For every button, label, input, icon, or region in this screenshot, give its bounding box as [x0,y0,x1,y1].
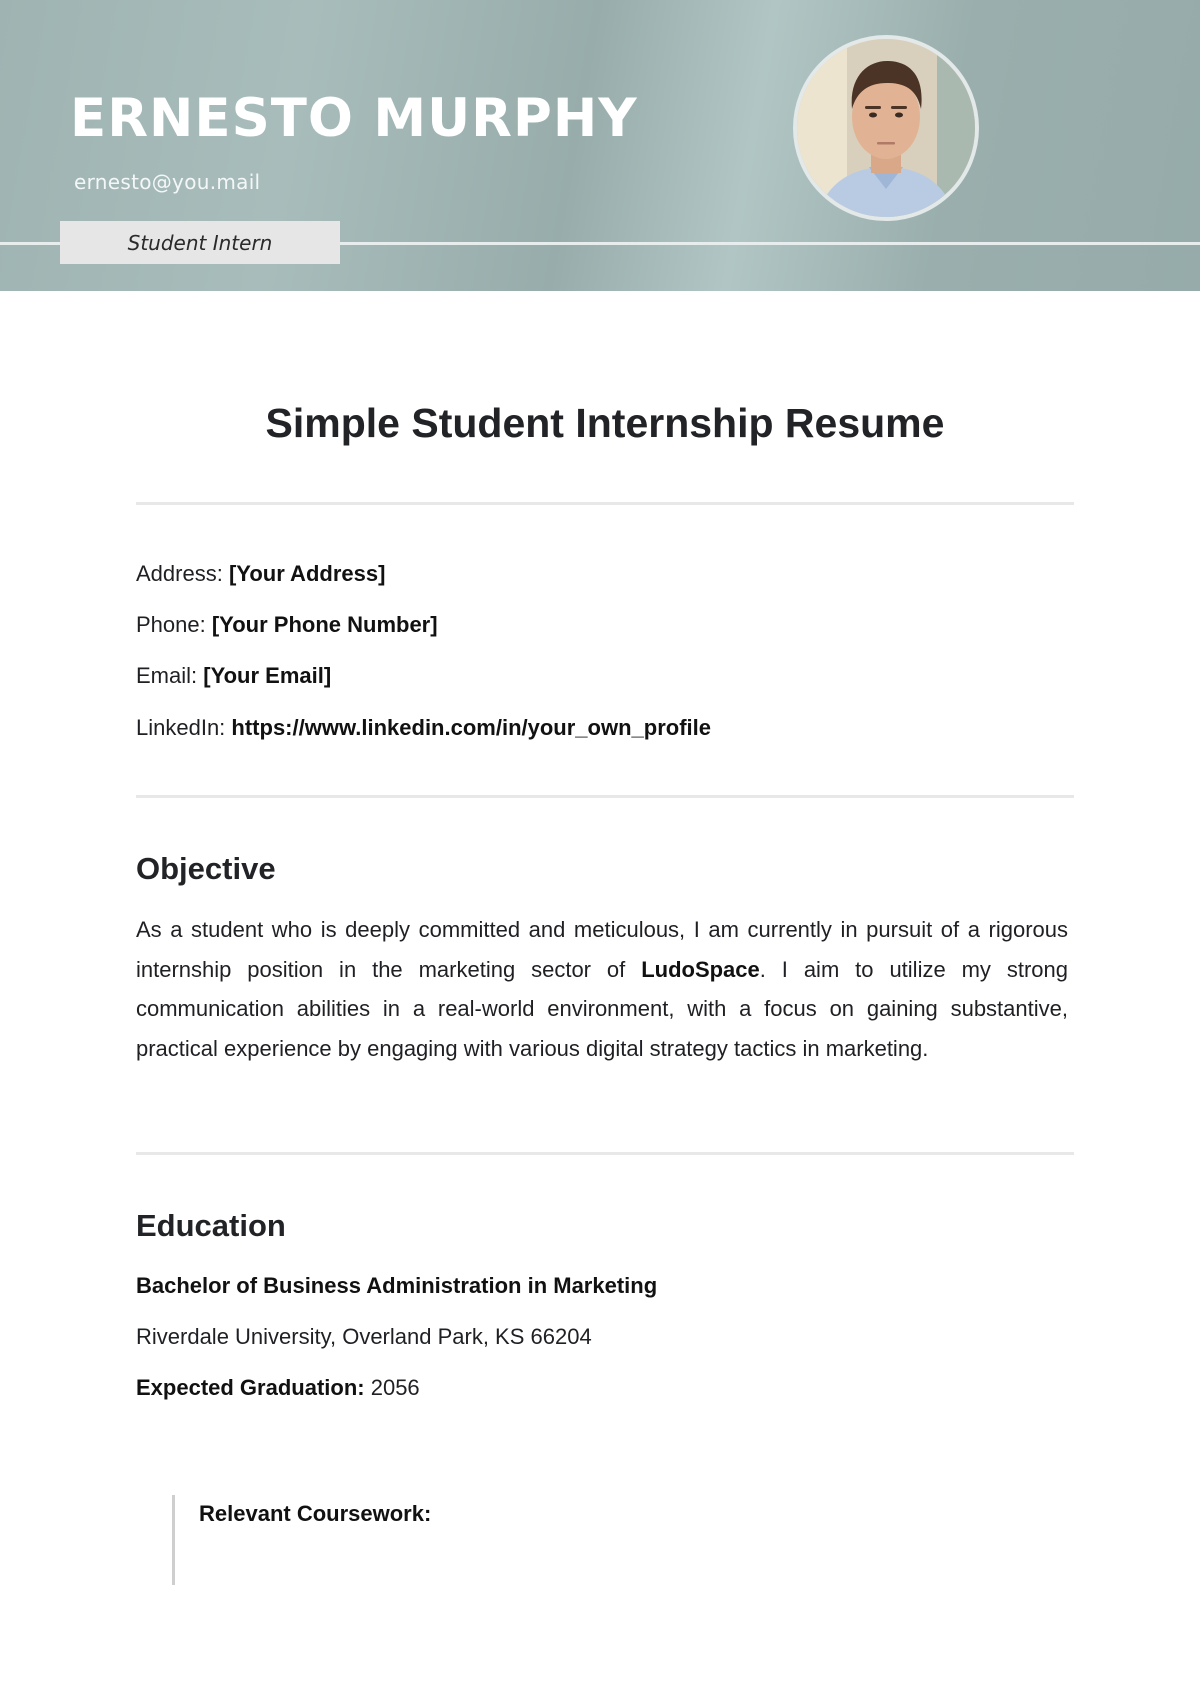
objective-text [136,910,1068,1068]
avatar [793,35,979,221]
objective-text-before: As a student who is deeply committed and meticulous, I am currently in pursuit of a rigorous internship position in the marketing sector of [136,917,1068,982]
address-value: [Your Address] [228,561,386,586]
education-heading: Education [136,1208,286,1243]
header-email: ernesto@you.mail [74,170,261,194]
candidate-name: ERNESTO MURPHY [70,88,638,149]
school: Riverdale University, Overland Park, KS 66204 [136,1324,592,1349]
linkedin-label: LinkedIn: [136,715,226,740]
divider [136,1152,1074,1155]
email-label: Email: [136,663,198,688]
graduation-value: 2056 [370,1375,420,1400]
divider [136,502,1074,505]
graduation [136,1375,420,1401]
role-label: Student Intern [127,230,273,255]
coursework-quote-bar [172,1495,175,1585]
objective-heading: Objective [136,851,276,886]
email-value: [Your Email] [203,663,332,688]
contact-email [136,663,331,689]
contact-linkedin [136,715,711,741]
graduation-label: Expected Graduation: [136,1375,365,1400]
objective-text-after: . I aim to utilize my strong communication abilities in a real-world environment, with a focus on gaining substantive, practical experience by engaging with various digital strategy tactics in marketing. [136,956,1068,1061]
divider [136,795,1074,798]
contact-address [136,561,385,587]
phone-label: Phone: [136,612,206,637]
page-title: Simple Student Internship Resume [265,400,945,446]
header-banner [0,0,1200,291]
contact-phone [136,612,438,638]
profile-photo-icon [797,39,975,217]
role-badge [60,221,340,264]
degree [136,1273,657,1299]
address-label: Address: [136,561,223,586]
coursework-label: Relevant Coursework: [199,1501,432,1526]
phone-value: [Your Phone Number] [211,612,438,637]
objective-company: LudoSpace [641,956,760,982]
linkedin-link[interactable]: https://www.linkedin.com/in/your_own_profile [231,715,711,740]
degree-title: Bachelor of Business Administration in Marketing [136,1273,658,1298]
